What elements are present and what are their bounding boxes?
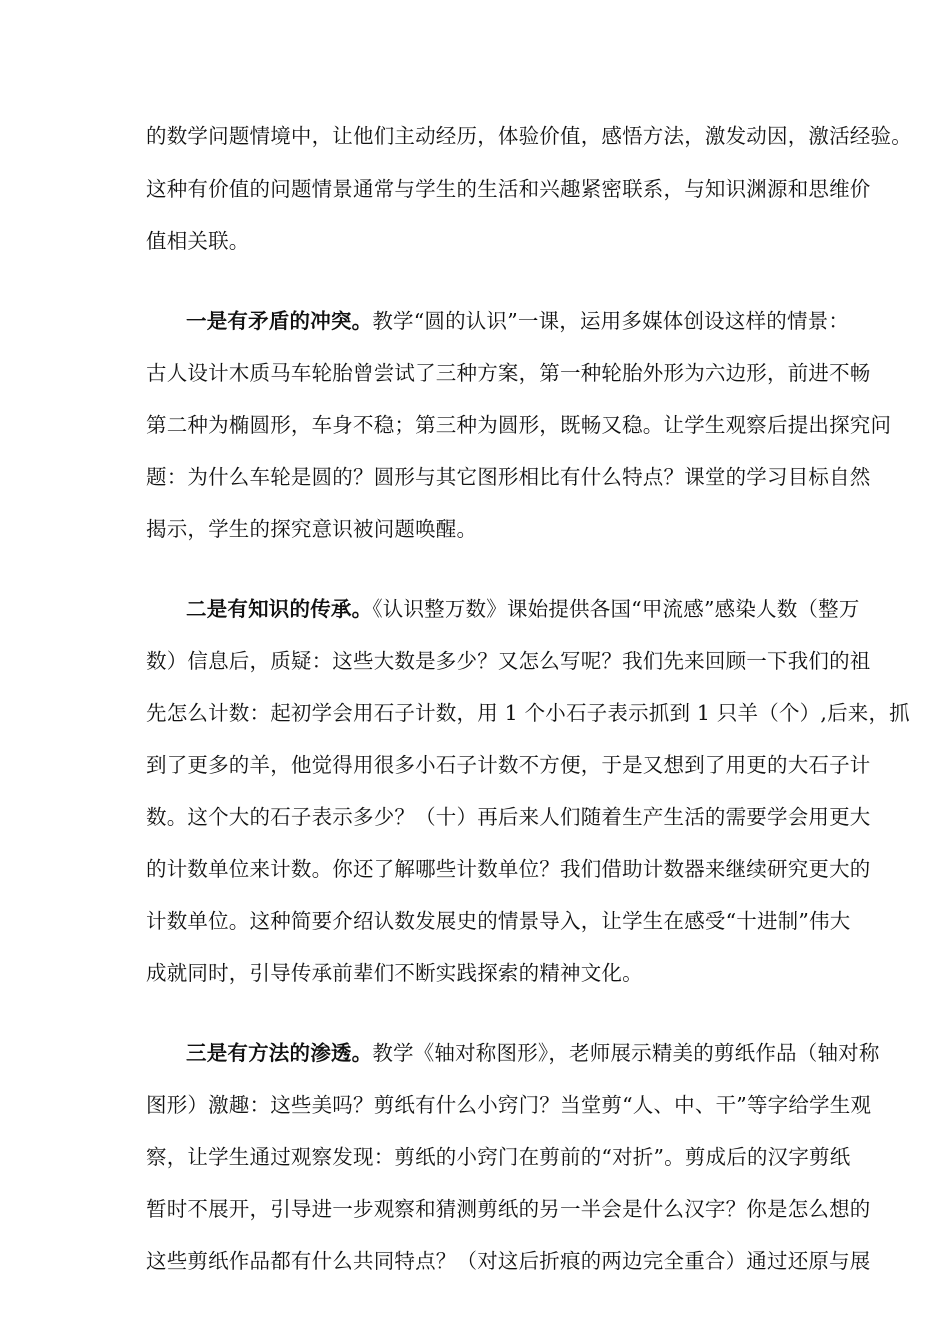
paragraph-2-line-2: 古人设计木质马车轮胎曾尝试了三种方案，第一种轮胎外形为六边形，前进不畅: [146, 361, 871, 385]
paragraph-3-line-7: 计数单位。这种简要介绍认数发展史的情景导入，让学生在感受“十进制”伟大: [146, 909, 851, 933]
paragraph-1-line-3: 值相关联。: [146, 229, 250, 253]
paragraph-4-line-3: 察，让学生通过观察发现：剪纸的小窍门在剪前的“对折”。剪成后的汉字剪纸: [146, 1145, 851, 1169]
paragraph-3-line-1: [186, 589, 860, 629]
paragraph-3-heading: 二是有知识的传承。: [186, 597, 373, 621]
paragraph-4-line-1-text: 教学《轴对称图形》，老师展示精美的剪纸作品（轴对称: [372, 1041, 880, 1065]
paragraph-3-line-8: 成就同时，引导传承前辈们不断实践探索的精神文化。: [146, 961, 643, 985]
paragraph-2-line-1: [186, 301, 850, 341]
paragraph-2-line-1-text: 教学“圆的认识”一课，运用多媒体创设这样的情景：: [372, 309, 850, 333]
paragraph-4-line-4: 暂时不展开，引导进一步观察和猜测剪纸的另一半会是什么汉字？你是怎么想的: [146, 1197, 871, 1221]
paragraph-4-line-2: 图形）激趣：这些美吗？剪纸有什么小窍门？当堂剪“人、中、干”等字给学生观: [146, 1093, 872, 1117]
paragraph-2-line-5: 揭示，学生的探究意识被问题唤醒。: [146, 517, 478, 541]
paragraph-3-line-1-text: 《认识整万数》课始提供各国“甲流感”感染人数（整万: [372, 597, 860, 621]
paragraph-1-line-1: 的数学问题情境中，让他们主动经历，体验价值，感悟方法，激发动因，激活经验。: [146, 124, 912, 148]
paragraph-3-line-6: 的计数单位来计数。你还了解哪些计数单位？我们借助计数器来继续研究更大的: [146, 857, 871, 881]
paragraph-3-line-5: 数。这个大的石子表示多少？（十）再后来人们随着生产生活的需要学会用更大: [146, 805, 871, 829]
paragraph-1-line-2: 这种有价值的问题情景通常与学生的生活和兴趣紧密联系，与知识渊源和思维价: [146, 177, 871, 201]
paragraph-4-line-1: [186, 1033, 880, 1073]
paragraph-3-line-2: 数）信息后，质疑：这些大数是多少？又怎么写呢？我们先来回顾一下我们的祖: [146, 649, 871, 673]
paragraph-2-line-3: 第二种为椭圆形，车身不稳；第三种为圆形，既畅又稳。让学生观察后提出探究问: [146, 413, 892, 437]
paragraph-2-line-4: 题：为什么车轮是圆的？圆形与其它图形相比有什么特点？课堂的学习目标自然: [146, 465, 871, 489]
paragraph-3-line-4: 到了更多的羊，他觉得用很多小石子计数不方便，于是又想到了用更的大石子计: [146, 753, 871, 777]
paragraph-4-heading: 三是有方法的渗透。: [186, 1041, 373, 1065]
paragraph-3-line-3: 先怎么计数：起初学会用石子计数，用 1 个小石子表示抓到 1 只羊（个）,后来，抓: [146, 701, 910, 725]
paragraph-4-line-5: 这些剪纸作品都有什么共同特点？（对这后折痕的两边完全重合）通过还原与展: [146, 1249, 871, 1273]
paragraph-2-heading: 一是有矛盾的冲突。: [186, 309, 373, 333]
